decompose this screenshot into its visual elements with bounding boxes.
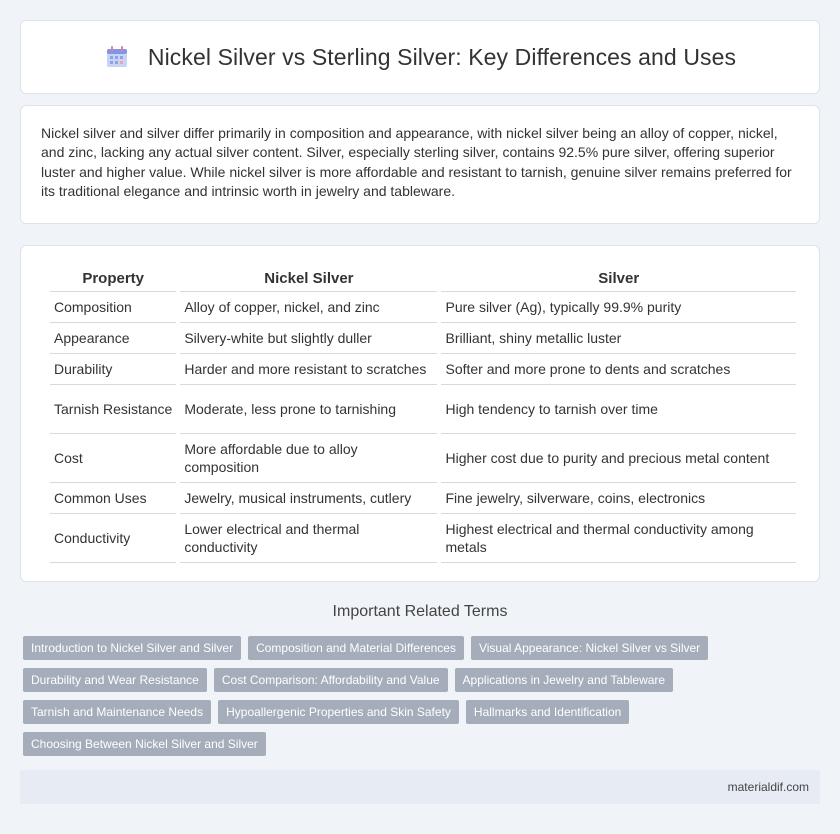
cell-property: Durability bbox=[50, 354, 176, 385]
table-row bbox=[50, 514, 796, 563]
cell-property: Common Uses bbox=[50, 483, 176, 514]
related-terms-list bbox=[23, 636, 803, 756]
related-term-tag[interactable]: Cost Comparison: Affordability and Value bbox=[214, 668, 448, 692]
table-row bbox=[50, 483, 796, 514]
intro-paragraph: Nickel silver and silver differ primarily in composition and appearance, with nickel silver being an alloy of copper, nickel, and zinc, lacking any actual silver content. Silver, especially sterling silver, contains 92.5% pure silver, offering superior luster and higher value. While nickel silver is more affordable and resistant to tarnish, genuine silver remains preferred for its traditional elegance and intrinsic worth in jewelry and tableware. bbox=[41, 125, 792, 200]
cell-nickel-silver: Lower electrical and thermal conductivity bbox=[180, 514, 437, 563]
related-term-tag[interactable]: Hallmarks and Identification bbox=[466, 700, 629, 724]
related-term-tag[interactable]: Composition and Material Differences bbox=[248, 636, 464, 660]
table-row bbox=[50, 323, 796, 354]
table-header-row bbox=[50, 264, 796, 292]
related-term-tag[interactable]: Choosing Between Nickel Silver and Silver bbox=[23, 732, 266, 756]
cell-silver: Fine jewelry, silverware, coins, electronics bbox=[441, 483, 796, 514]
comparison-table bbox=[46, 264, 800, 563]
cell-nickel-silver: Silvery-white but slightly duller bbox=[180, 323, 437, 354]
cell-property: Conductivity bbox=[50, 514, 176, 563]
cell-nickel-silver: More affordable due to alloy composition bbox=[180, 434, 437, 483]
related-term-tag[interactable]: Durability and Wear Resistance bbox=[23, 668, 207, 692]
header-silver: Silver bbox=[441, 264, 796, 292]
cell-nickel-silver: Moderate, less prone to tarnishing bbox=[180, 385, 437, 434]
comparison-table-card bbox=[20, 245, 820, 582]
cell-property: Cost bbox=[50, 434, 176, 483]
header-property: Property bbox=[50, 264, 176, 292]
related-term-tag[interactable]: Applications in Jewelry and Tableware bbox=[455, 668, 674, 692]
footer-site-link[interactable]: materialdif.com bbox=[727, 780, 809, 794]
page-title: Nickel Silver vs Sterling Silver: Key Differences and Uses bbox=[147, 43, 737, 70]
cell-silver: Softer and more prone to dents and scratches bbox=[441, 354, 796, 385]
cell-silver: Pure silver (Ag), typically 99.9% purity bbox=[441, 292, 796, 323]
cell-nickel-silver: Alloy of copper, nickel, and zinc bbox=[180, 292, 437, 323]
related-term-tag[interactable]: Introduction to Nickel Silver and Silver bbox=[23, 636, 241, 660]
related-term-tag[interactable]: Visual Appearance: Nickel Silver vs Silver bbox=[471, 636, 708, 660]
related-terms-title: Important Related Terms bbox=[332, 603, 508, 620]
cell-property: Tarnish Resistance bbox=[50, 385, 176, 434]
cell-silver: Highest electrical and thermal conductivity among metals bbox=[441, 514, 796, 563]
title-wrap bbox=[104, 44, 736, 71]
cell-silver: Higher cost due to purity and precious metal content bbox=[441, 434, 796, 483]
table-row bbox=[50, 434, 796, 483]
cell-nickel-silver: Harder and more resistant to scratches bbox=[180, 354, 437, 385]
cell-silver: High tendency to tarnish over time bbox=[441, 385, 796, 434]
header-card bbox=[20, 20, 820, 94]
table-row bbox=[50, 292, 796, 323]
intro-card bbox=[20, 105, 820, 224]
cell-silver: Brilliant, shiny metallic luster bbox=[441, 323, 796, 354]
footer bbox=[20, 770, 820, 804]
cell-property: Composition bbox=[50, 292, 176, 323]
header-nickel-silver: Nickel Silver bbox=[180, 264, 437, 292]
table-row bbox=[50, 354, 796, 385]
calendar-icon bbox=[104, 44, 130, 70]
table-row bbox=[50, 385, 796, 434]
cell-property: Appearance bbox=[50, 323, 176, 354]
related-term-tag[interactable]: Tarnish and Maintenance Needs bbox=[23, 700, 211, 724]
cell-nickel-silver: Jewelry, musical instruments, cutlery bbox=[180, 483, 437, 514]
related-term-tag[interactable]: Hypoallergenic Properties and Skin Safety bbox=[218, 700, 459, 724]
